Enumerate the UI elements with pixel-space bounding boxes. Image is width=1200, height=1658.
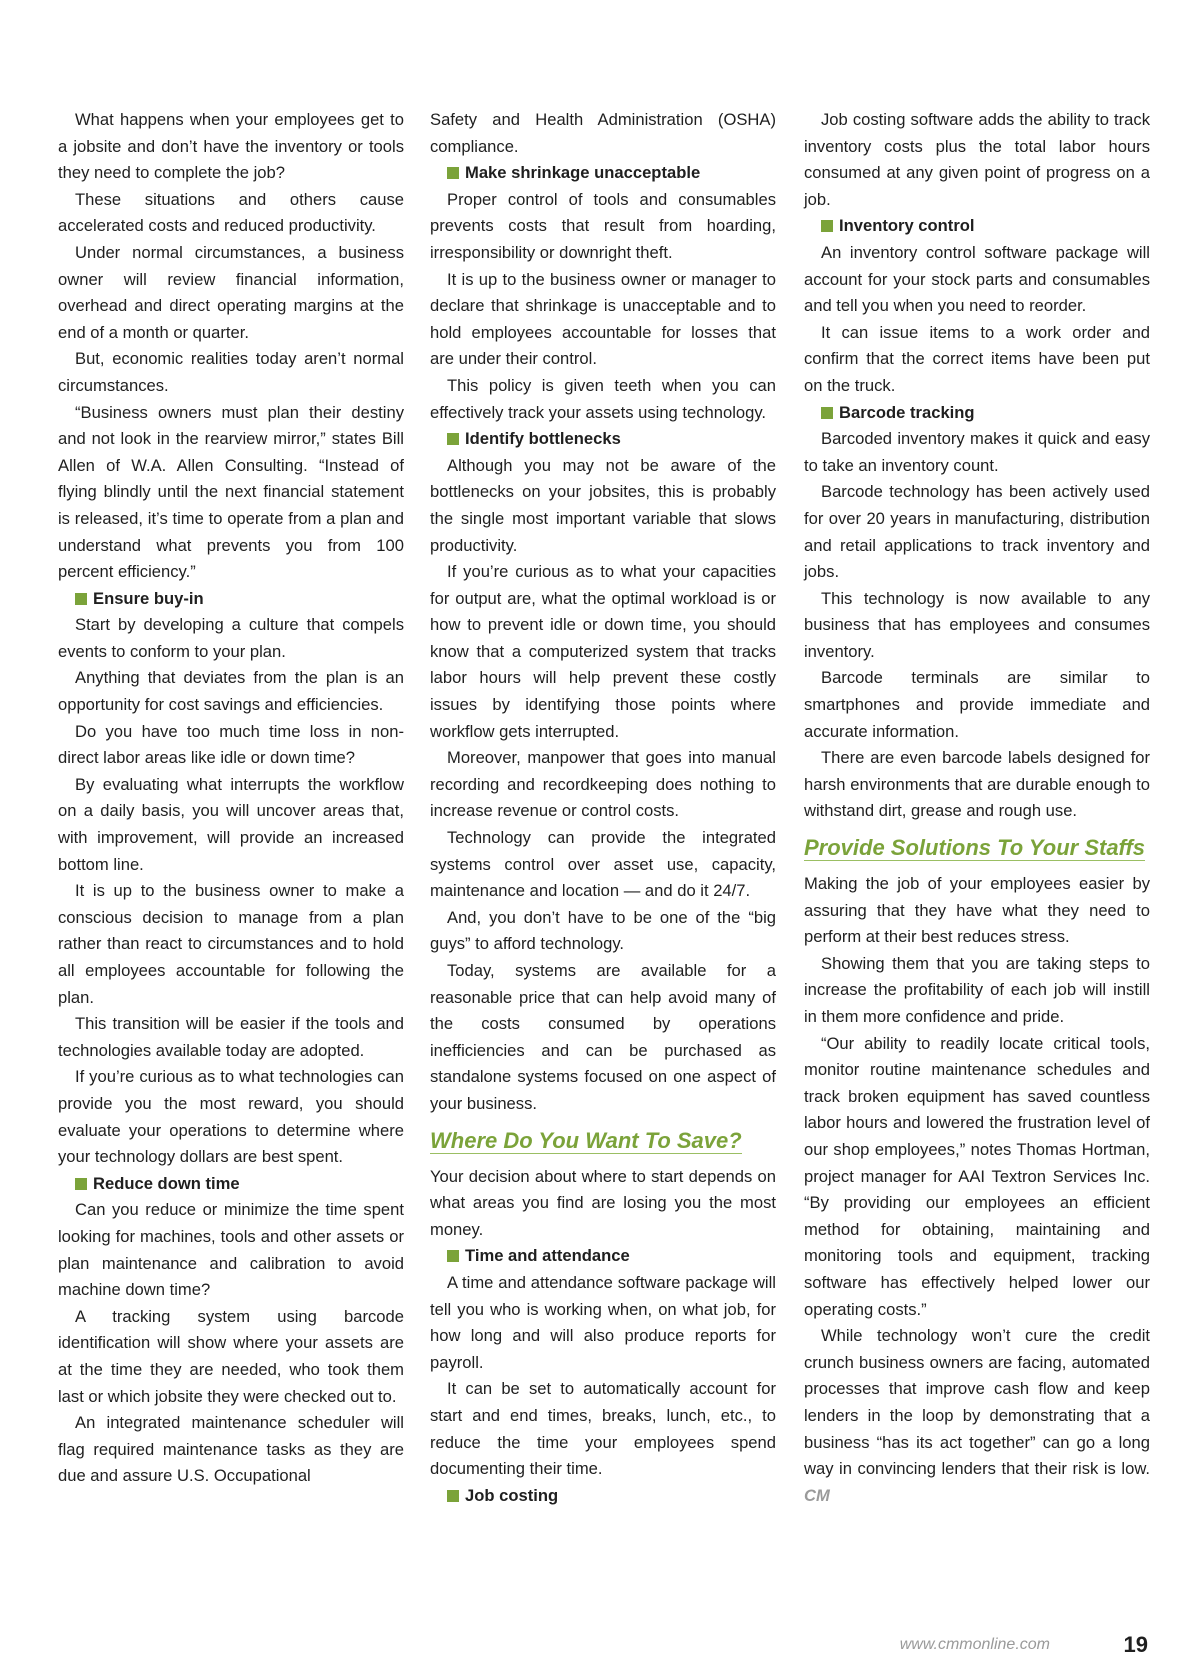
paragraph-text: Technology can provide the integrated systems control over asset use, capacity, maintenance and location — and do it 24/7. (430, 828, 776, 901)
body-paragraph (804, 479, 1150, 585)
paragraph-text: It can be set to automatically account for start and end times, breaks, lunch, etc., to reduce the time your employees spend documenting their time. (430, 1379, 776, 1479)
paragraph-text: Today, systems are available for a reasonable price that can help avoid many of the costs consumed by operations inefficiencies and can be purchased as standalone systems focused on one aspect of your business. (430, 961, 776, 1113)
body-paragraph (804, 871, 1150, 951)
square-bullet-icon (75, 593, 87, 605)
subheading-text: Time and attendance (465, 1246, 630, 1266)
section-heading (804, 834, 1150, 861)
square-bullet-icon (75, 1178, 87, 1190)
body-paragraph (804, 240, 1150, 320)
subheading-text: Identify bottlenecks (465, 429, 621, 449)
body-paragraph (430, 267, 776, 373)
section-heading-text: Where Do You Want To Save? (430, 1127, 742, 1153)
subheading (804, 400, 1150, 427)
square-bullet-icon (447, 167, 459, 179)
end-mark: CM (804, 1485, 830, 1505)
subheading-text: Job costing (465, 1485, 559, 1505)
page-number: 19 (1123, 1632, 1148, 1657)
body-paragraph (804, 320, 1150, 400)
paragraph-text: “Our ability to readily locate critical tools, monitor routine maintenance schedules and track broken equipment has saved countless labor hours and lowered the frustration level of our shop employees,” notes Thomas Hortman, project manager for AAI Textron Services Inc. “By providing our employees an efficient method for obtaining, maintaining and monitoring tools and equipment, tracking software has effectively helped lower our operating costs.” (804, 1033, 1150, 1319)
paragraph-text: Proper control of tools and consumables prevents costs that result from hoarding, irresponsibility or downright theft. (430, 189, 776, 262)
paragraph-text: These situations and others cause accelerated costs and reduced productivity. (58, 189, 404, 236)
paragraph-text: Can you reduce or minimize the time spent looking for machines, tools and other assets or plan maintenance and calibration to avoid machine down time? (58, 1200, 404, 1300)
body-paragraph (58, 107, 404, 187)
subheading-text: Make shrinkage unacceptable (465, 163, 701, 183)
paragraph-text: And, you don’t have to be one of the “big guys” to afford technology. (430, 907, 776, 954)
paragraph-text: A tracking system using barcode identification will show where your assets are at the time they are needed, who took them last or which jobsite they were checked out to. (58, 1306, 404, 1406)
subheading (430, 1243, 776, 1270)
body-paragraph (804, 426, 1150, 479)
body-paragraph (58, 1410, 404, 1490)
paragraph-text: Barcoded inventory makes it quick and easy to take an inventory count. (804, 429, 1150, 475)
body-paragraph (430, 1270, 776, 1376)
subheading (430, 160, 776, 187)
body-paragraph (804, 745, 1150, 825)
paragraph-text: Moreover, manpower that goes into manual recording and recordkeeping does nothing to increase revenue or control costs. (430, 748, 776, 821)
footer-url: www.cmmonline.com (899, 1636, 1050, 1653)
body-paragraph (58, 719, 404, 772)
body-paragraph (430, 905, 776, 958)
paragraph-text: Barcode technology has been actively used for over 20 years in manufacturing, distribution and retail applications to track inventory and jobs. (804, 482, 1150, 582)
body-paragraph (804, 951, 1150, 1031)
body-paragraph (804, 107, 1150, 213)
body-paragraph (58, 1011, 404, 1064)
body-paragraph (58, 1197, 404, 1303)
square-bullet-icon (821, 407, 833, 419)
paragraph-text: Your decision about where to start depends on what areas you find are losing you the most money. (430, 1166, 776, 1239)
body-paragraph (804, 1323, 1150, 1509)
body-paragraph (58, 1064, 404, 1170)
body-paragraph (58, 1304, 404, 1410)
paragraph-text: Showing them that you are taking steps to increase the profitability of each job will instill in them more confidence and pride. (804, 953, 1150, 1026)
subheading (58, 586, 404, 613)
paragraph-text: Do you have too much time loss in non-direct labor areas like idle or down time? (58, 721, 404, 768)
body-paragraph (430, 453, 776, 559)
paragraph-text: An integrated maintenance scheduler will flag required maintenance tasks as they are due and assure U.S. Occupational (58, 1413, 404, 1486)
body-paragraph (430, 187, 776, 267)
column-2 (430, 107, 776, 1509)
body-paragraph (804, 1031, 1150, 1324)
subheading-text: Ensure buy-in (93, 588, 204, 608)
body-paragraph (430, 1376, 776, 1482)
paragraph-text: If you’re curious as to what your capacities for output are, what the optimal workload is or how to prevent idle or down time, you should know that a computerized system that tracks labor hours will help prevent these costly issues by identifying those points where workflow gets interrupted. (430, 562, 776, 741)
subheading-text: Barcode tracking (839, 402, 975, 422)
subheading (804, 213, 1150, 240)
paragraph-text: “Business owners must plan their destiny and not look in the rearview mirror,” states Bill Allen of W.A. Allen Consulting. “Instead of flying blindly until the next financial statement is released, it’s time to operate from a plan and understand what prevents you from 100 percent efficiency.” (58, 402, 404, 582)
paragraph-text: By evaluating what interrupts the workflow on a daily basis, you will uncover areas that, with improvement, will provide an increased bottom line. (58, 774, 404, 874)
body-paragraph (58, 878, 404, 1011)
body-paragraph (430, 373, 776, 426)
body-paragraph (58, 772, 404, 878)
section-heading (430, 1127, 776, 1154)
body-paragraph (430, 1164, 776, 1244)
body-paragraph (58, 240, 404, 346)
column-1 (58, 107, 404, 1490)
paragraph-text: This transition will be easier if the tools and technologies available today are adopted. (58, 1014, 404, 1060)
paragraph-text: But, economic realities today aren’t normal circumstances. (58, 349, 404, 395)
paragraph-text: It is up to the business owner or manager to declare that shrinkage is unacceptable and to hold employees accountable for losses that are under their control. (430, 269, 776, 369)
subheading (430, 1483, 776, 1510)
body-paragraph (430, 825, 776, 905)
paragraph-text: It is up to the business owner to make a conscious decision to manage from a plan rather than react to circumstances and to hold all employees accountable for following the plan. (58, 881, 404, 1007)
body-paragraph (58, 612, 404, 665)
paragraph-text: If you’re curious as to what technologies can provide you the most reward, you should evaluate your operations to determine where your technology dollars are best spent. (58, 1067, 404, 1167)
body-paragraph (58, 187, 404, 240)
column-3 (804, 107, 1150, 1509)
paragraph-text: Making the job of your employees easier by assuring that they have what they need to perform at their best reduces stress. (804, 874, 1150, 947)
body-paragraph (430, 745, 776, 825)
body-paragraph (430, 107, 776, 160)
body-paragraph (430, 958, 776, 1118)
paragraph-text: Job costing software adds the ability to track inventory costs plus the total labor hours consumed at any given point of progress on a job. (804, 110, 1150, 209)
paragraph-text: Barcode terminals are similar to smartphones and provide immediate and accurate information. (804, 668, 1150, 741)
subheading-text: Inventory control (839, 216, 975, 236)
square-bullet-icon (821, 220, 833, 232)
paragraph-text: This technology is now available to any business that has employees and consumes inventory. (804, 588, 1150, 661)
body-paragraph (58, 400, 404, 586)
paragraph-text: There are even barcode labels designed for harsh environments that are durable enough to withstand dirt, grease and rough use. (804, 748, 1150, 821)
paragraph-text: Anything that deviates from the plan is an opportunity for cost savings and efficiencies. (58, 668, 404, 715)
square-bullet-icon (447, 1490, 459, 1502)
body-paragraph (804, 665, 1150, 745)
paragraph-text: An inventory control software package will account for your stock parts and consumables and tell you when you need to reorder. (804, 242, 1150, 316)
paragraph-text: Start by developing a culture that compels events to conform to your plan. (58, 615, 404, 661)
body-paragraph (430, 559, 776, 745)
paragraph-text: What happens when your employees get to a jobsite and don’t have the inventory or tools they need to complete the job? (58, 110, 404, 183)
paragraph-text: Although you may not be aware of the bottlenecks on your jobsites, this is probably the single most important variable that slows productivity. (430, 455, 776, 555)
paragraph-text: This policy is given teeth when you can effectively track your assets using technology. (430, 375, 776, 422)
body-paragraph (58, 346, 404, 399)
body-paragraph (58, 665, 404, 718)
paragraph-text: Safety and Health Administration (OSHA) compliance. (430, 110, 776, 156)
subheading-text: Reduce down time (93, 1173, 240, 1193)
square-bullet-icon (447, 1250, 459, 1262)
paragraph-text: While technology won’t cure the credit crunch business owners are facing, automated processes that improve cash flow and keep lenders in the loop by demonstrating that a business “has its act together” can go a long way in convincing lenders that their risk is low. (804, 1326, 1150, 1479)
subheading (430, 426, 776, 453)
paragraph-text: It can issue items to a work order and confirm that the correct items have been put on the truck. (804, 322, 1150, 395)
square-bullet-icon (447, 433, 459, 445)
paragraph-text: A time and attendance software package will tell you who is working when, on what job, for how long and will also produce reports for payroll. (430, 1272, 776, 1372)
paragraph-text: Under normal circumstances, a business owner will review financial information, overhead and direct operating margins at the end of a month or quarter. (58, 242, 404, 342)
subheading (58, 1171, 404, 1198)
section-heading-text: Provide Solutions To Your Staffs (804, 835, 1146, 861)
body-paragraph (804, 586, 1150, 666)
